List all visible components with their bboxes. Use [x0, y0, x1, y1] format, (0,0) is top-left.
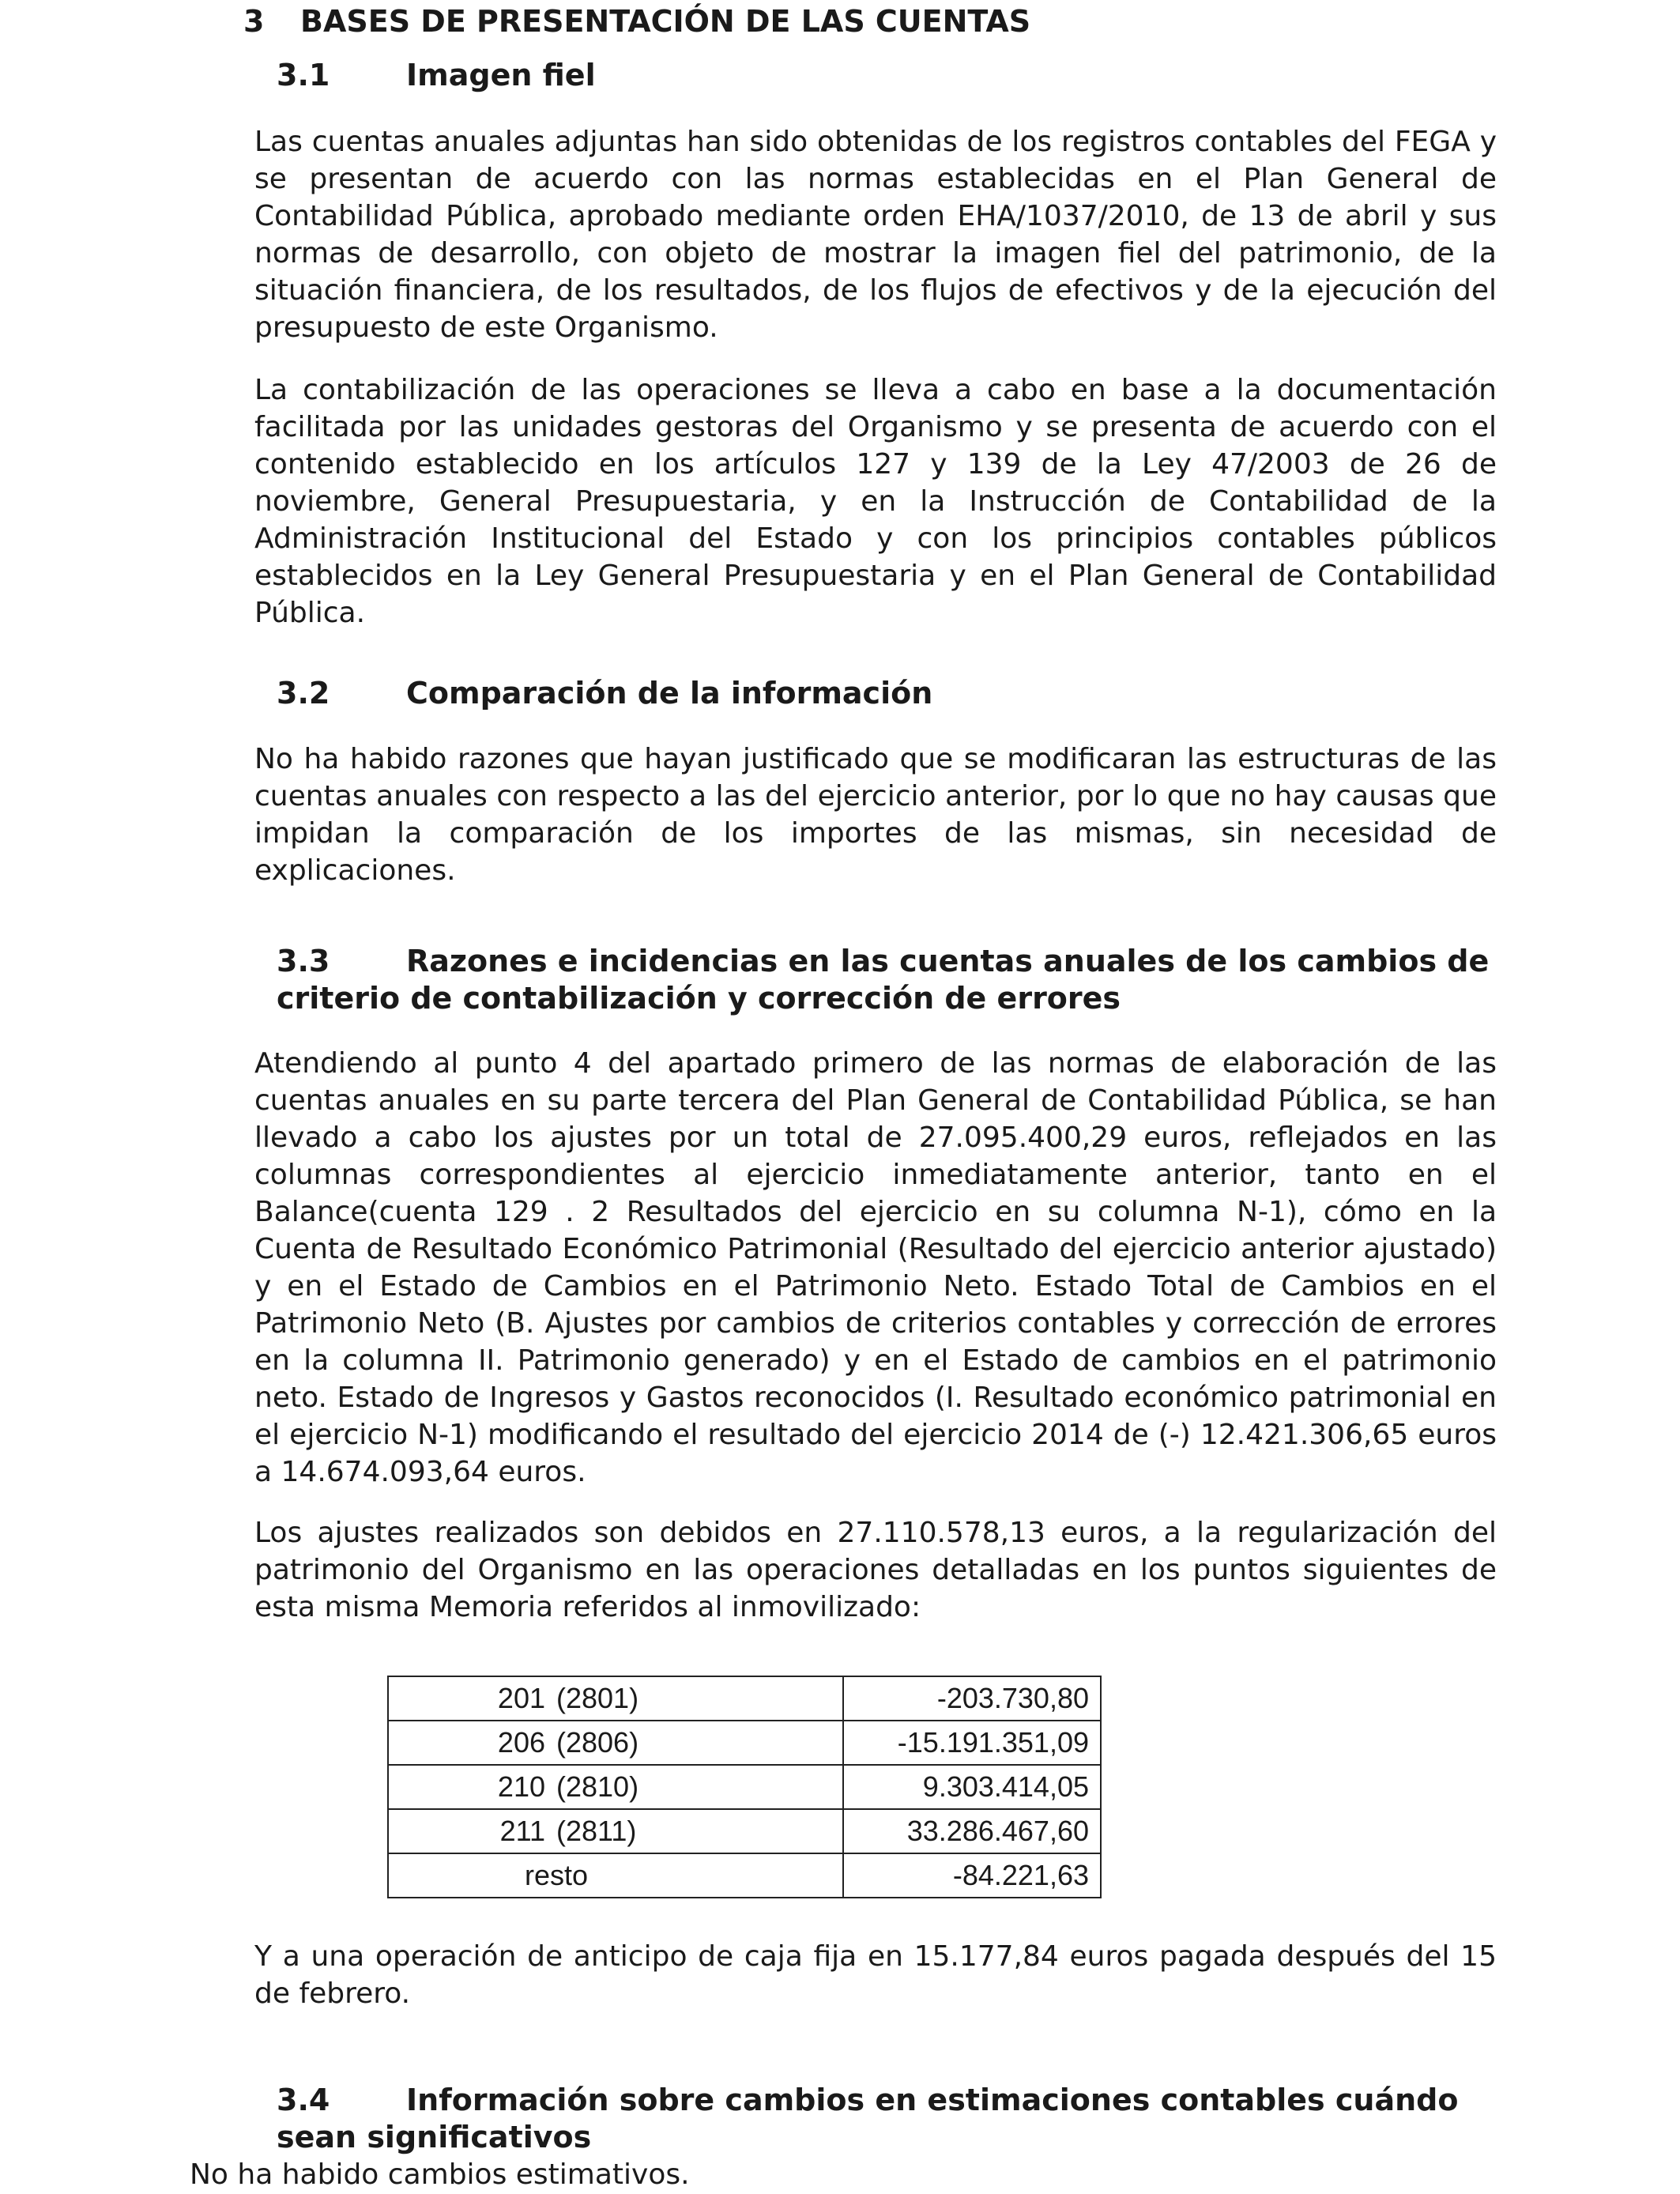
table-row	[388, 1676, 1101, 1721]
paragraph-3-1-b: La contabilización de las operaciones se lleva a cabo en base a la documentación facilitada por las unidades gestoras del Organismo y se presenta de acuerdo con el contenido establecido en los artículos 127 y 139 de la Ley 47/2003 de 26 de noviembre, General Presupuestaria, y en la Instrucción de Contabilidad de la Administración Institucional del Estado y con los principios contables públicos establecidos en la Ley General Presupuestaria y en el Plan General de Contabilidad Pública.	[254, 374, 1497, 629]
subsection-heading-3-3	[277, 943, 1497, 1017]
account-cell	[388, 1721, 843, 1765]
paragraph-3-3-c: Y a una operación de anticipo de caja fija en 15.177,84 euros pagada después del 15 de febrero.	[254, 1940, 1497, 2010]
account-code: 206	[497, 1726, 545, 1759]
subsection-number: 3.4	[277, 2083, 330, 2117]
section-number: 3	[243, 4, 265, 39]
account-code: 201	[497, 1682, 545, 1714]
subsection-number: 3.3	[277, 944, 330, 978]
account-cell	[388, 1765, 843, 1809]
paragraph-3-2: No ha habido razones que hayan justificado que se modificaran las estructuras de las cuentas anuales con respecto a las del ejercicio anterior, por lo que no hay causas que impidan la comparación de los importes de las mismas, sin necesidad de explicaciones.	[254, 743, 1497, 887]
subsection-heading-3-2	[277, 675, 1497, 712]
subsection-number: 3.2	[277, 676, 330, 711]
table-row	[388, 1765, 1101, 1809]
amount-cell: 9.303.414,05	[843, 1765, 1101, 1809]
adjustments-table	[387, 1676, 1102, 1898]
paragraph-3-1-a: Las cuentas anuales adjuntas han sido obtenidas de los registros contables del FEGA y se presentan de acuerdo con las normas establecidas en el Plan General de Contabilidad Pública, aprobado mediante orden EHA/1037/2010, de 13 de abril y sus normas de desarrollo, con objeto de mostrar la imagen fiel del patrimonio, de la situación financiera, de los resultados, de los flujos de efectivos y de la ejecución del presupuesto de este Organismo.	[254, 126, 1497, 344]
amount-cell: -203.730,80	[843, 1676, 1101, 1721]
account-subcode: (2806)	[556, 1726, 639, 1759]
amount-cell: 33.286.467,60	[843, 1809, 1101, 1853]
subsection-title: Información sobre cambios en estimaciones contables cuándo sean significativos	[277, 2083, 1459, 2154]
table-row	[388, 1809, 1101, 1853]
section-heading-3	[243, 2, 1030, 41]
account-cell	[388, 1809, 843, 1853]
account-subcode: (2811)	[556, 1815, 637, 1847]
paragraph-3-3-a: Atendiendo al punto 4 del apartado primero de las normas de elaboración de las cuentas anuales en su parte tercera del Plan General de Contabilidad Pública, se han llevado a cabo los ajustes por un total de 27.095.400,29 euros, reflejados en las columnas correspondientes al ejercicio inmediatamente anterior, tanto en el Balance(cuenta 129 . 2 Resultados del ejercicio en su columna N-1), cómo en la Cuenta de Resultado Económico Patrimonial (Resultado del ejercicio anterior ajustado) y en el Estado de Cambios en el Patrimonio Neto. Estado Total de Cambios en el Patrimonio Neto (B. Ajustes por cambios de criterios contables y corrección de errores en la columna II. Patrimonio generado) y en el Estado de cambios en el patrimonio neto. Estado de Ingresos y Gastos reconocidos (I. Resultado económico patrimonial en el ejercicio N-1) modificando el resultado del ejercicio 2014 de (-) 12.421.306,65 euros a 14.674.093,64 euros.	[254, 1047, 1497, 1488]
account-cell	[388, 1676, 843, 1721]
paragraph-3-3-b: Los ajustes realizados son debidos en 27.110.578,13 euros, a la regularización del patrimonio del Organismo en las operaciones detalladas en los puntos siguientes de esta misma Memoria referidos al inmovilizado:	[254, 1517, 1497, 1623]
account-cell	[388, 1853, 843, 1898]
table-row	[388, 1853, 1101, 1898]
subsection-title: Comparación de la información	[406, 676, 933, 711]
table-row	[388, 1721, 1101, 1765]
account-code: 211	[499, 1815, 545, 1847]
account-subcode: (2801)	[556, 1682, 639, 1714]
subsection-number: 3.1	[277, 58, 330, 92]
subsection-title: Imagen fiel	[406, 58, 596, 92]
amount-cell: -15.191.351,09	[843, 1721, 1101, 1765]
account-label: resto	[525, 1859, 589, 1891]
subsection-heading-3-1	[277, 57, 1497, 94]
section-title: BASES DE PRESENTACIÓN DE LAS CUENTAS	[300, 4, 1031, 39]
subsection-title: Razones e incidencias en las cuentas anuales de los cambios de criterio de contabilización y corrección de errores	[277, 944, 1490, 1016]
adjustments-table-wrapper	[387, 1676, 1102, 1898]
amount-cell: -84.221,63	[843, 1853, 1101, 1898]
account-code: 210	[497, 1770, 545, 1803]
paragraph-3-4: No ha habido cambios estimativos.	[190, 2158, 690, 2191]
subsection-heading-3-4	[277, 2082, 1497, 2156]
account-subcode: (2810)	[556, 1770, 639, 1803]
